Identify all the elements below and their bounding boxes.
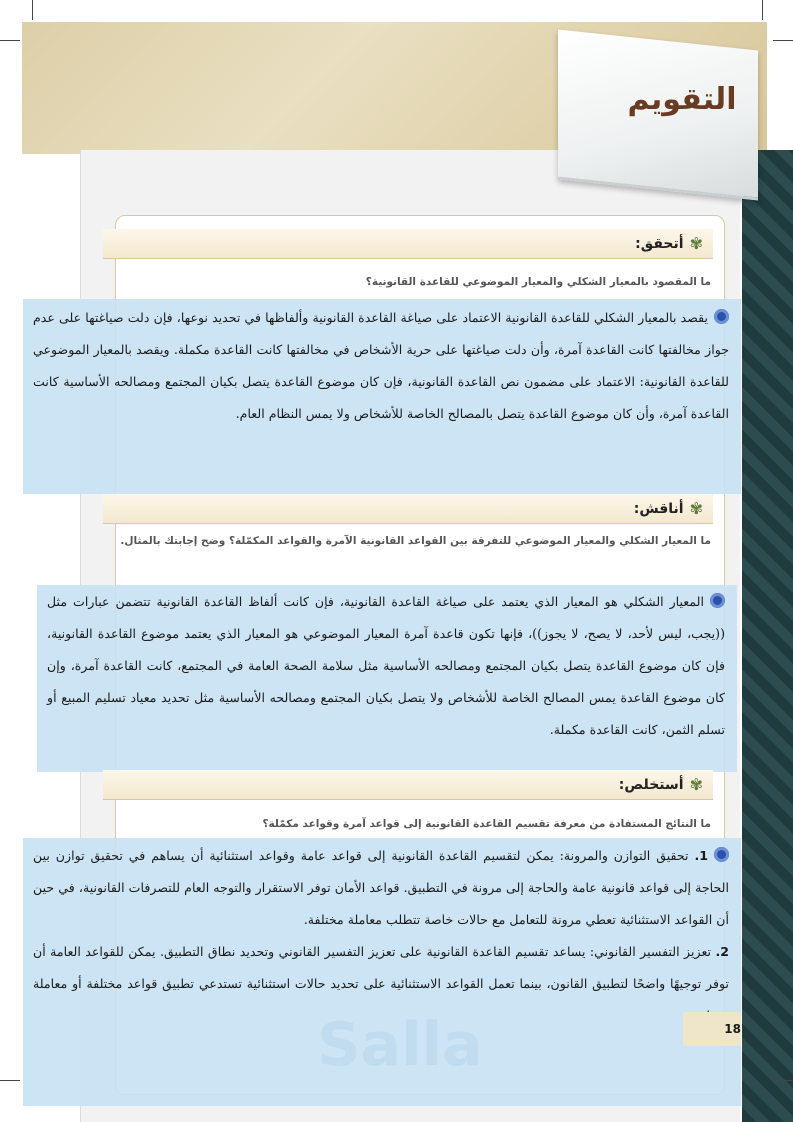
answer-check — [23, 299, 741, 494]
crop-mark — [0, 1080, 20, 1081]
item-text: تحقيق التوازن والمرونة: يمكن لتقسيم القاعدة القانونية إلى قواعد عامة وقواعد استثنائية أن يساهم في تحقيق توازن بين الحاجة إلى قواعد قانونية عامة والحاجة إلى مرونة في التطبيق. قواعد الأمان توفر الاستقرار والتوجه العام للتصرفات القانونية، في حين أن القواعد الاستثنائية تعطي مرونة للتعامل مع حالات خاصة تتطلب معاملة مختلفة. — [33, 848, 729, 927]
page-number: 18 — [683, 1012, 741, 1046]
item-number: 1. — [694, 848, 708, 863]
crop-mark — [773, 40, 793, 41]
question-check: ما المقصود بالمعيار الشكلي والمعيار الموضوعي للقاعدة القانونية؟ — [365, 276, 711, 288]
page-title: التقويم — [627, 82, 737, 117]
section-header-conclude — [103, 770, 713, 800]
section-header-discuss — [103, 494, 713, 524]
flower-icon: ✾ — [689, 774, 703, 794]
crop-mark — [32, 0, 33, 20]
answer-bullet-icon — [714, 847, 729, 862]
decorative-strip — [742, 150, 793, 1122]
item-text: تعزيز التفسير القانوني: يساعد تقسيم القاعدة القانونية على تعزيز التفسير القانوني وتحديد نطاق التطبيق. يمكن للقواعد العامة أن توفر توجيهًا واضحًا لتطبيق القانون، بينما تعمل القواعد الاستثنائية على تحديد حالات استثنائية تستدعي تطبيق قواعد مختلفة أو معاملة — [33, 944, 729, 991]
flower-icon: ✾ — [689, 498, 703, 518]
section-header-check — [103, 229, 713, 259]
item-number: 2. — [715, 944, 729, 959]
crop-mark — [0, 40, 20, 41]
section-header-label: أتحقق: — [635, 235, 684, 252]
answer-text: يقصد بالمعيار الشكلي للقاعدة القانونية الاعتماد على صياغة القاعدة القانونية وألفاظها في تحديد نوعها، فإن دلت صياغتها على عدم جواز مخالفتها كانت القاعدة آمرة، وأن دلت صياغتها على حرية الأشخاص في مخالفتها كانت القاعدة مكملة. ويقصد بالمعيار الموضوعي للقاعدة القانونية: الاعتماد على مضمون نص القاعدة القانونية، فإن كان موضوع القاعدة يتصل بكيان المجتمع ومصالحه الأساسية كانت القاعدة آمرة، وأن كان موضوع القاعدة يتصل بالمصالح الخاصة للأشخاص ولا يمس النظام العام. — [33, 310, 729, 421]
answer-bullet-icon — [714, 309, 729, 324]
answer-bullet-icon — [710, 593, 725, 608]
flower-icon: ✾ — [689, 233, 703, 253]
crop-mark — [762, 0, 763, 20]
section-header-label: أناقش: — [633, 500, 684, 517]
watermark: Salla — [317, 1010, 483, 1080]
answer-text: المعيار الشكلي هو المعيار الذي يعتمد على صياغة القاعدة القانونية، فإن كانت ألفاظ القاعدة القانونية تتضمن عبارات مثل ((يجب، ليس لأحد، لا يصح، لا يجوز))، فإنها تكون قاعدة آمرة المعيار الموضوعي هو المعيار الذي يعتمد موضوع القاعدة القانونية، فإن كان موضوع القاعدة يتصل بكيان المجتمع ومصالحه الأساسية مثل سلامة الصحة العامة في المجتمع، كانت القاعدة آمرة، وإن كان موضوع القاعدة يمس المصالح الخاصة للأشخاص ولا يتصل بكيان المجتمع ومصالحه الأساسية مثل تحديد معياد تسليم المبيع أو تسلم الثمن، كانت القاعدة مكملة. — [47, 594, 725, 737]
list-item — [33, 840, 729, 936]
section-header-label: أستخلص: — [618, 776, 684, 793]
question-conclude: ما النتائج المستفادة من معرفة تقسيم القاعدة القانونية إلى قواعد آمرة وقواعد مكمّلة؟ — [262, 818, 711, 830]
question-discuss: ما المعيار الشكلي والمعيار الموضوعي للتفرقة بين القواعد القانونية الآمرة والقواعد المكمّلة؟ وضح إجابتك بالمثال. — [120, 535, 711, 547]
crop-mark — [773, 1080, 793, 1081]
answer-discuss — [37, 585, 737, 772]
